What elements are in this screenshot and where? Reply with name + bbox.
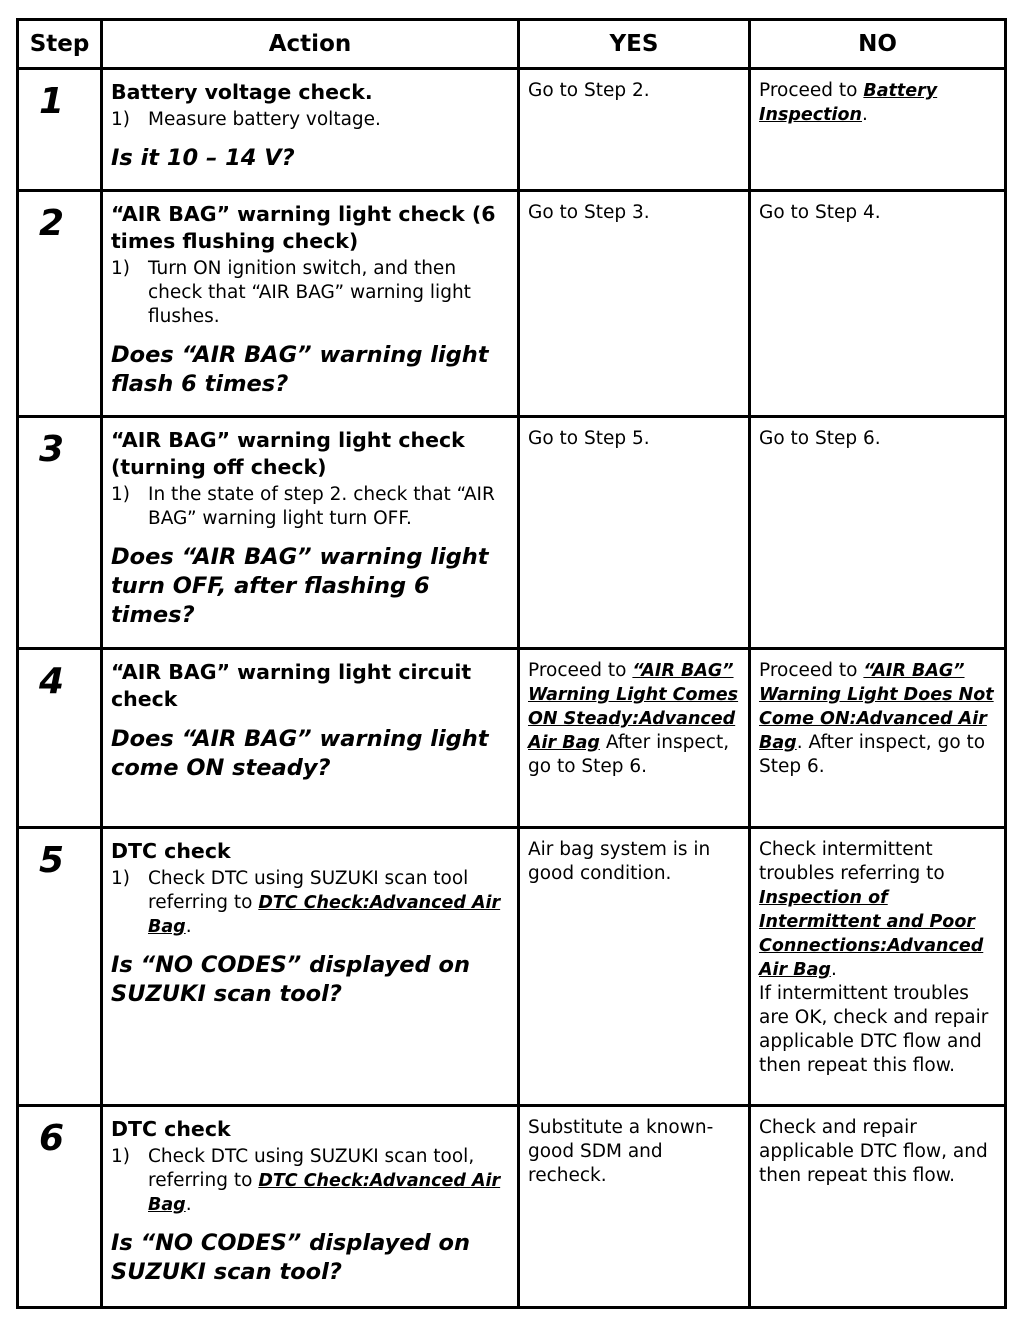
table-row — [18, 649, 1006, 828]
header-row — [18, 20, 1006, 69]
table-row — [18, 69, 1006, 191]
step-number: 1 — [39, 81, 65, 122]
no-text-end: . After inspect, go to Step 6. — [759, 732, 986, 777]
action-title: Battery voltage check. — [111, 80, 373, 104]
yes-cell — [520, 650, 748, 785]
substep-number: 1) — [111, 868, 130, 889]
action-substep — [111, 1145, 509, 1217]
no-text-end: . — [830, 959, 837, 980]
no-cell — [751, 70, 1004, 133]
action-question: Does “AIR BAG” warning light come ON steady? — [111, 726, 489, 781]
diagnostic-flow-table — [16, 18, 1007, 1309]
substep-text-start: Check DTC using SUZUKI scan tool referring to — [148, 868, 469, 913]
substep-text: In the state of step 2. check that “AIR BAG” warning light turn OFF. — [148, 484, 495, 529]
header-step: Step — [18, 20, 102, 69]
battery-inspection-link[interactable]: Battery Inspection — [759, 81, 938, 125]
yes-cell: Go to Step 2. — [528, 80, 650, 101]
step-number: 3 — [39, 429, 65, 470]
substep-text-end: . — [185, 1194, 192, 1215]
yes-text: Proceed to — [528, 660, 633, 681]
action-question: Does “AIR BAG” warning light flash 6 times? — [111, 342, 489, 397]
substep-text — [148, 867, 509, 939]
step-number: 6 — [39, 1118, 65, 1159]
yes-cell: Substitute a known-good SDM and recheck. — [528, 1117, 714, 1186]
action-title: DTC check — [111, 839, 231, 863]
action-title: “AIR BAG” warning light check (6 times flushing check) — [111, 202, 496, 253]
action-substep — [111, 483, 509, 531]
step-number: 2 — [39, 203, 65, 244]
substep-text-end: . — [185, 916, 192, 937]
table-row — [18, 1106, 1006, 1308]
no-cell — [751, 829, 1004, 1084]
warning-light-not-on-link[interactable]: “AIR BAG” Warning Light Does Not Come ON:Advanced Air Bag — [759, 661, 994, 753]
action-title: DTC check — [111, 1117, 231, 1141]
substep-number: 1) — [111, 484, 130, 505]
no-text: Check intermittent troubles referring to — [759, 839, 945, 884]
no-cell: Go to Step 6. — [759, 428, 881, 449]
substep-number: 1) — [111, 258, 130, 279]
action-question: Does “AIR BAG” warning light turn OFF, after flashing 6 times? — [111, 544, 489, 628]
action-question: Is “NO CODES” displayed on SUZUKI scan tool? — [111, 1230, 470, 1285]
no-text: Proceed to — [759, 80, 864, 101]
yes-cell: Air bag system is in good condition. — [528, 839, 711, 884]
action-title: “AIR BAG” warning light circuit check — [111, 660, 472, 711]
no-text-extra: If intermittent troubles are OK, check and repair applicable DTC flow and then repeat this flow. — [759, 983, 989, 1076]
substep-number: 1) — [111, 1146, 130, 1167]
action-title: “AIR BAG” warning light check (turning off check) — [111, 428, 465, 479]
yes-text-end: After inspect, go to Step 6. — [528, 732, 730, 777]
no-text-end: . — [862, 104, 868, 125]
step-number: 4 — [39, 661, 65, 702]
yes-cell: Go to Step 3. — [528, 202, 650, 223]
substep-text — [148, 1145, 509, 1217]
dtc-check-link[interactable]: DTC Check:Advanced Air Bag — [148, 893, 501, 937]
table-row — [18, 417, 1006, 649]
action-question: Is “NO CODES” displayed on SUZUKI scan tool? — [111, 952, 470, 1007]
header-no: NO — [750, 20, 1006, 69]
substep-text-start: Check DTC using SUZUKI scan tool, referring to — [148, 1146, 475, 1191]
header-action: Action — [102, 20, 519, 69]
action-substep — [111, 257, 509, 329]
step-number: 5 — [39, 840, 65, 881]
action-substep — [111, 108, 509, 132]
dtc-check-link[interactable]: DTC Check:Advanced Air Bag — [148, 1171, 501, 1215]
substep-text: Turn ON ignition switch, and then check that “AIR BAG” warning light flushes. — [148, 258, 471, 327]
substep-text: Measure battery voltage. — [148, 109, 381, 130]
action-substep — [111, 867, 509, 939]
no-cell: Check and repair applicable DTC flow, and then repeat this flow. — [759, 1117, 988, 1186]
table-row — [18, 191, 1006, 417]
intermittent-inspection-link[interactable]: Inspection of Intermittent and Poor Connections:Advanced Air Bag — [759, 888, 984, 980]
header-yes: YES — [519, 20, 750, 69]
table-row — [18, 828, 1006, 1106]
no-cell: Go to Step 4. — [759, 202, 881, 223]
action-question: Is it 10 – 14 V? — [111, 145, 295, 171]
no-text: Proceed to — [759, 660, 864, 681]
yes-cell: Go to Step 5. — [528, 428, 650, 449]
no-cell — [751, 650, 1004, 785]
substep-number: 1) — [111, 109, 130, 130]
warning-light-comes-on-link[interactable]: “AIR BAG” Warning Light Comes ON Steady:Advanced Air Bag — [528, 661, 739, 753]
